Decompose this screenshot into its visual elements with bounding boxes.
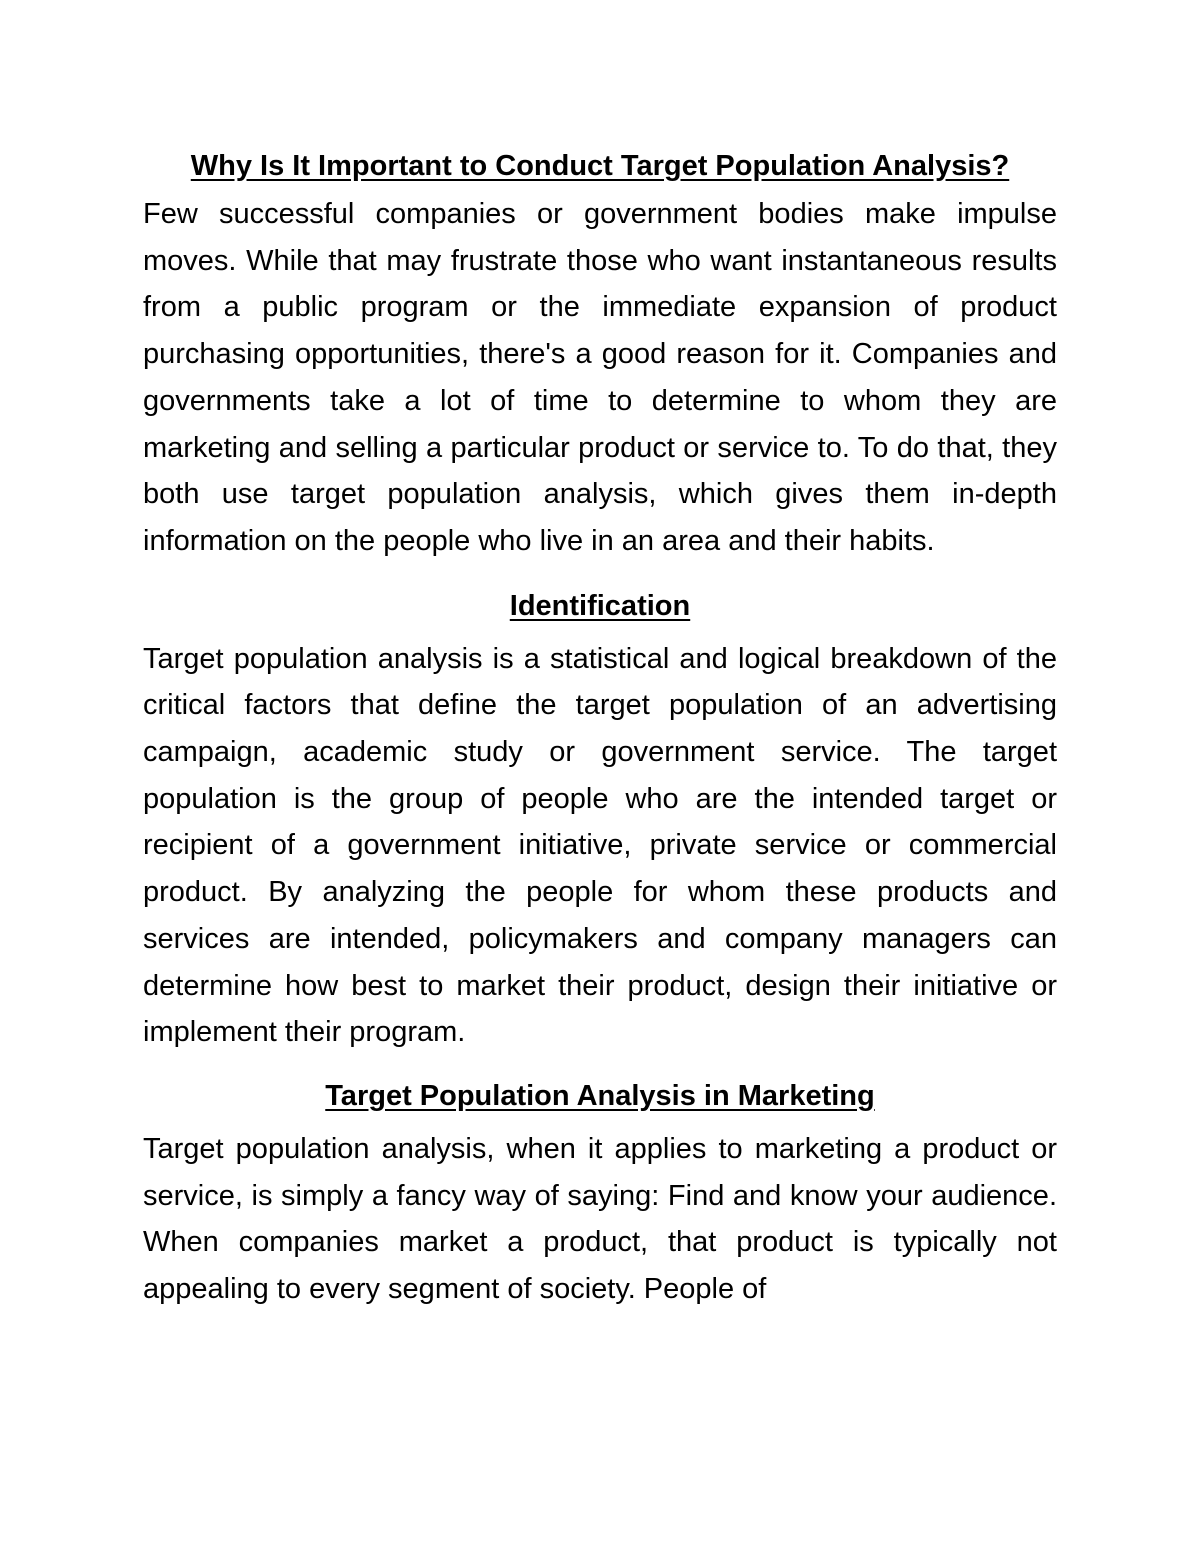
section-paragraph-marketing: Target population analysis, when it applies to marketing a product or service, is simply a fancy way of saying: Find and know your audience. When companies market a product, that product is typically not appealing to every segment of society. People of (143, 1132, 1057, 1306)
section-heading-why-important: Why Is It Important to Conduct Target Population Analysis? (190, 150, 1010, 182)
section-paragraph-why-important: Few successful companies or government bodies make impulse moves. While that may frustrate those who want instantaneous results from a public program or the immediate expansion of product purchasing opportunities, there's a good reason for it. Companies and governments take a lot of time to determine to whom they are marketing and selling a particular product or service to. To do that, they both use target population analysis, which gives them in-depth information on the people who live in an area and their habits. (143, 198, 1057, 557)
section-paragraph-identification: Target population analysis is a statistical and logical breakdown of the critical factors that define the target population of an advertising campaign, academic study or government service. The target population is the group of people who are the intended target or recipient of a government initiative, private service or commercial product. By analyzing the people for whom these products and services are intended, policymakers and company managers can determine how best to market their product, design their initiative or implement their program. (143, 642, 1057, 1049)
document-page (143, 143, 1057, 1313)
section-heading-marketing: Target Population Analysis in Marketing (325, 1079, 875, 1112)
section-heading-identification: Identification (509, 589, 691, 622)
